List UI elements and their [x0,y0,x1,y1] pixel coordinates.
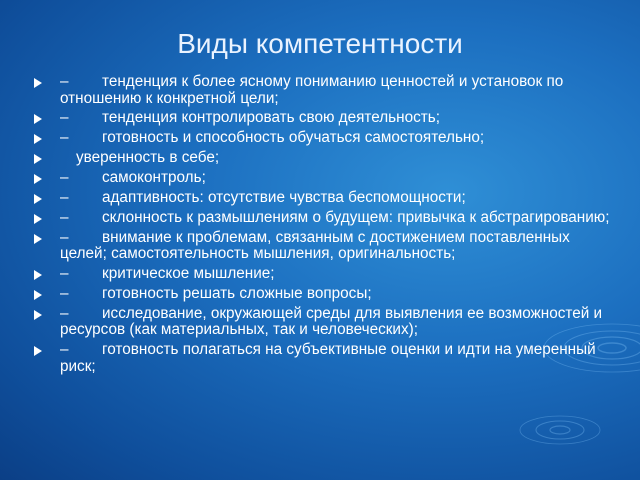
triangle-bullet-icon [34,214,42,224]
item-text: готовность решать сложные вопросы; [102,285,372,303]
list-item [30,342,615,375]
item-dash: – [60,304,69,322]
list-item [30,266,615,283]
item-text: исследование, окружающей среды для выявления ее возможностей и ресурсов (как материальных, так и человеческих); [60,304,603,339]
list-item [30,110,615,127]
item-text: адаптивность: отсутствие чувства беспомощности; [102,188,466,206]
list-item [30,210,615,227]
item-dash: – [60,265,69,283]
list-item [30,306,615,339]
item-text: критическое мышление; [102,265,275,283]
item-dash: – [60,341,69,359]
triangle-bullet-icon [34,346,42,356]
item-text: самоконтроль; [102,169,206,187]
triangle-bullet-icon [34,310,42,320]
triangle-bullet-icon [34,174,42,184]
list-item [30,170,615,187]
triangle-bullet-icon [34,194,42,204]
item-text: тенденция к более ясному пониманию ценностей и установок по отношению к конкретной цели; [60,73,564,107]
list-item [30,230,615,263]
competence-list [30,74,615,379]
item-dash: – [60,228,69,246]
triangle-bullet-icon [34,234,42,244]
item-text: склонность к размышлениям о будущем: привычка к абстрагированию; [102,208,610,226]
triangle-bullet-icon [34,154,42,164]
item-dash: – [60,285,69,303]
item-dash: – [60,169,69,187]
list-item [30,74,615,107]
list-item [30,190,615,207]
triangle-bullet-icon [34,78,42,88]
item-text: тенденция контролировать свою деятельность; [102,109,440,127]
triangle-bullet-icon [34,290,42,300]
item-text: уверенность в себе; [76,149,220,167]
item-dash: – [60,208,69,226]
list-item [30,150,615,167]
triangle-bullet-icon [34,114,42,124]
item-dash: – [60,73,69,90]
triangle-bullet-icon [34,134,42,144]
item-dash: – [60,129,69,147]
item-text: готовность и способность обучаться самостоятельно; [102,129,485,147]
item-dash: – [60,109,69,127]
list-item [30,286,615,303]
item-dash: – [60,188,69,206]
slide-title: Виды компетентности [177,28,463,59]
item-text: готовность полагаться на субъективные оценки и идти на умеренный риск; [60,341,596,375]
list-item [30,130,615,147]
item-text: внимание к проблемам, связанным с достижением поставленных целей; самостоятельность мышления, оригинальность; [60,228,570,263]
triangle-bullet-icon [34,270,42,280]
